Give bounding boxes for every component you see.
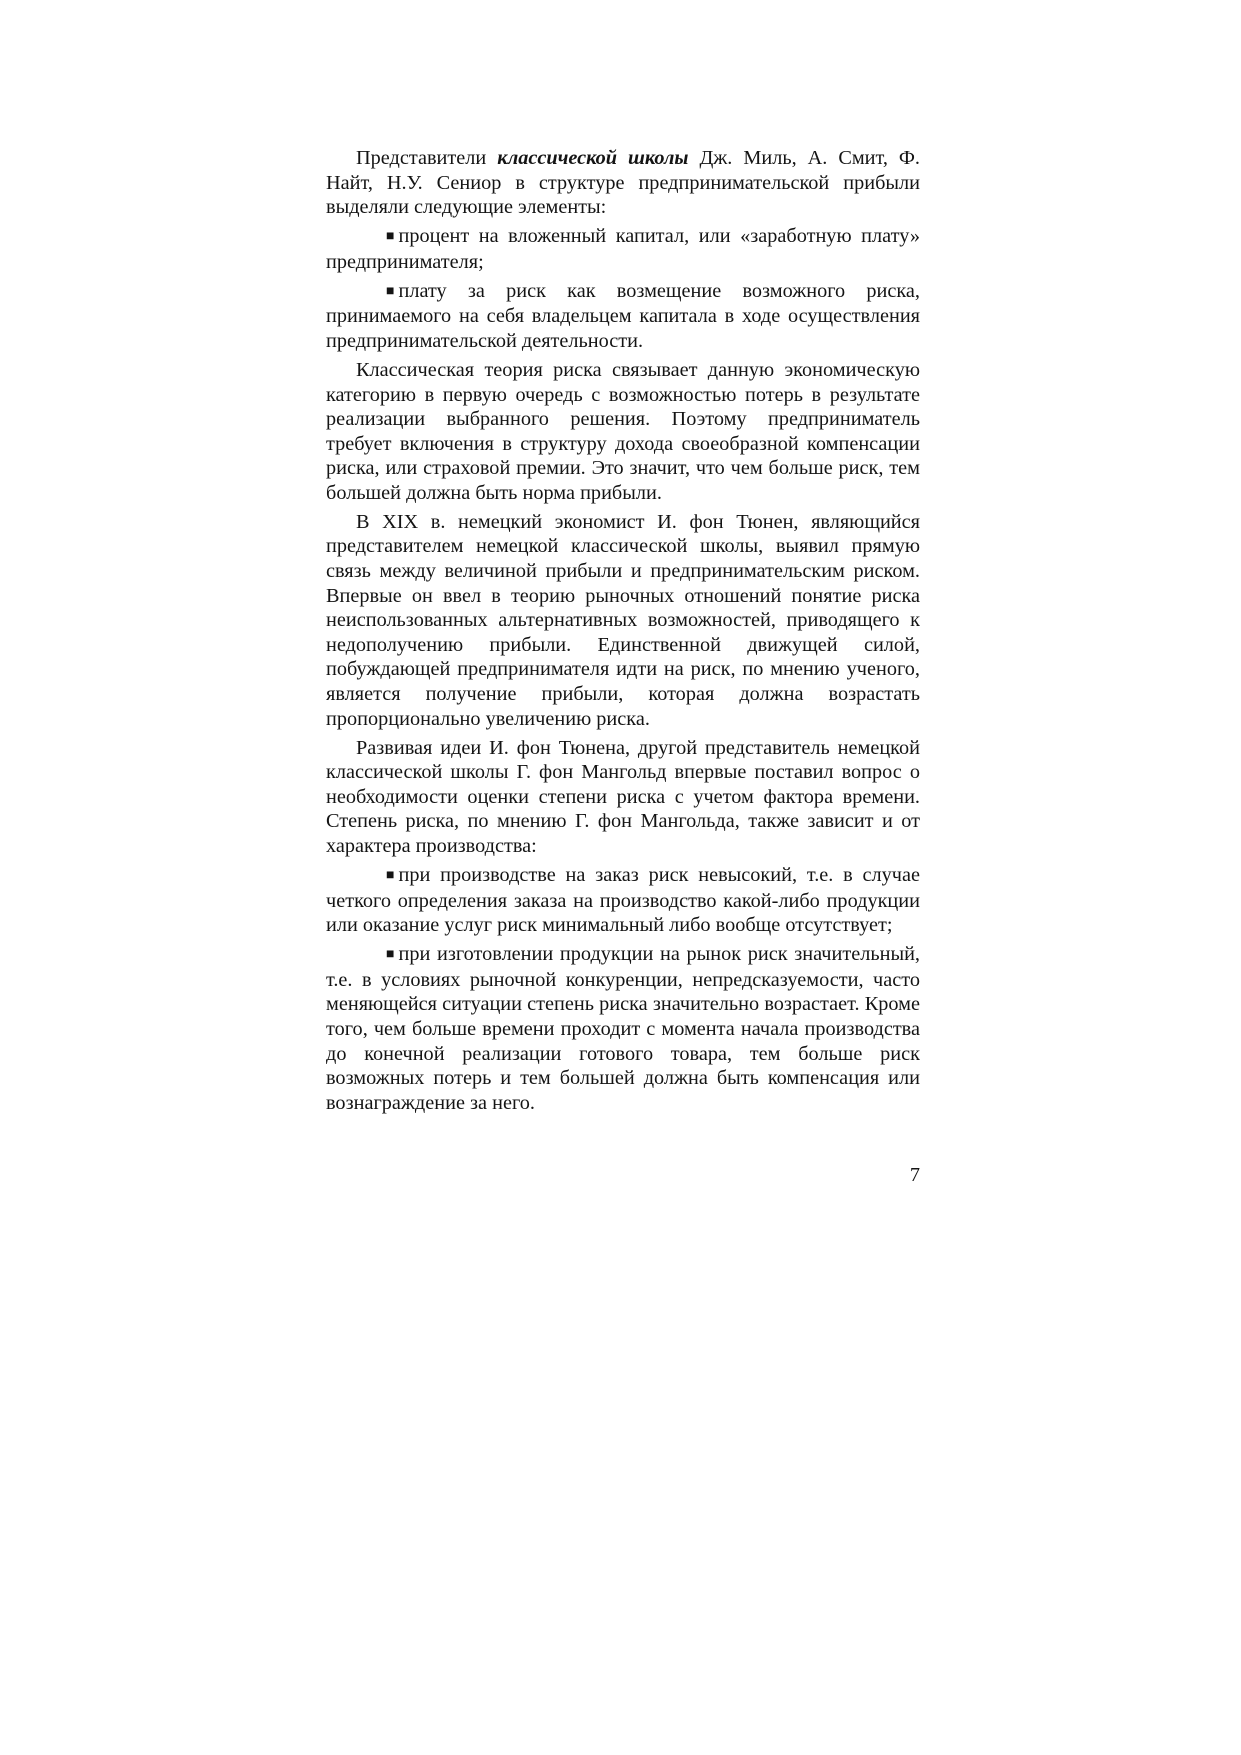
bullet-item-interest xyxy=(326,224,920,274)
paragraph-thunen: В XIX в. немецкий экономист И. фон Тюнен, являющийся представителем немецкой классической школы, выявил прямую связь между величиной прибыли и предпринимательским риском. Впервые он ввел в теорию рыночных отношений понятие риска неиспользованных альтернативных возможностей, приводящего к недополучению прибыли. Единственной движущей силой, побуждающей предпринимателя идти на риск, по мнению ученого, является получение прибыли, которая должна возрастать пропорционально увеличению риска. xyxy=(326,510,920,730)
bullet-text: плату за риск как возмещение возможного риска, принимаемого на себя владельцем капитала в ходе осуществления предпринимательской деятельности. xyxy=(326,279,920,352)
paragraph-lead: Представители xyxy=(356,147,498,169)
emphasized-term: классической школы xyxy=(497,147,689,169)
paragraph-rest: Дж. Миль, А. Смит, Ф. Найт, Н.У. Сениор в структуре предпринимательской прибыли выделяли следующие элементы: xyxy=(326,147,920,219)
page-body xyxy=(326,146,920,1115)
paragraph-classical-school xyxy=(326,146,920,220)
bullet-text: при изготовлении продукции на рынок риск значительный, т.е. в условиях рыночной конкуренции, непредсказуемости, часто меняющейся ситуации степень риска значительно возрастает. Кроме того, чем больше времени проходит с момента начала производства до конечной реализации готового товара, тем больше риск возможных потерь и тем большей должна быть компенсация или вознаграждение за него. xyxy=(326,943,920,1114)
bullet-marker-icon: ■ xyxy=(386,947,395,963)
bullet-item-risk-payment xyxy=(326,279,920,354)
paragraph-mangoldt: Развивая идеи И. фон Тюнена, другой представитель немецкой классической школы Г. фон Мангольд впервые поставил вопрос о необходимости оценки степени риска с учетом фактора времени. Степень риска, по мнению Г. фон Мангольда, также зависит и от характера производства: xyxy=(326,736,920,857)
bullet-marker-icon: ■ xyxy=(386,283,395,299)
paragraph-classical-theory: Классическая теория риска связывает данную экономическую категорию в первую очередь с возможностью потерь в результате реализации выбранного решения. Поэтому предприниматель требует включения в структуру дохода своеобразной компенсации риска, или страховой премии. Это значит, что чем больше риск, тем большей должна быть норма прибыли. xyxy=(326,358,920,504)
bullet-marker-icon: ■ xyxy=(386,229,395,245)
page-number: 7 xyxy=(909,1164,920,1186)
bullet-item-to-order xyxy=(326,863,920,938)
bullet-marker-icon: ■ xyxy=(386,867,395,883)
bullet-text: при производстве на заказ риск невысокий, т.е. в случае четкого определения заказа на производство какой-либо продукции или оказание услуг риск минимальный либо вообще отсутствует; xyxy=(326,863,920,937)
bullet-text: процент на вложенный капитал, или «заработную плату» предпринимателя; xyxy=(326,225,920,273)
bullet-item-to-market xyxy=(326,942,920,1115)
